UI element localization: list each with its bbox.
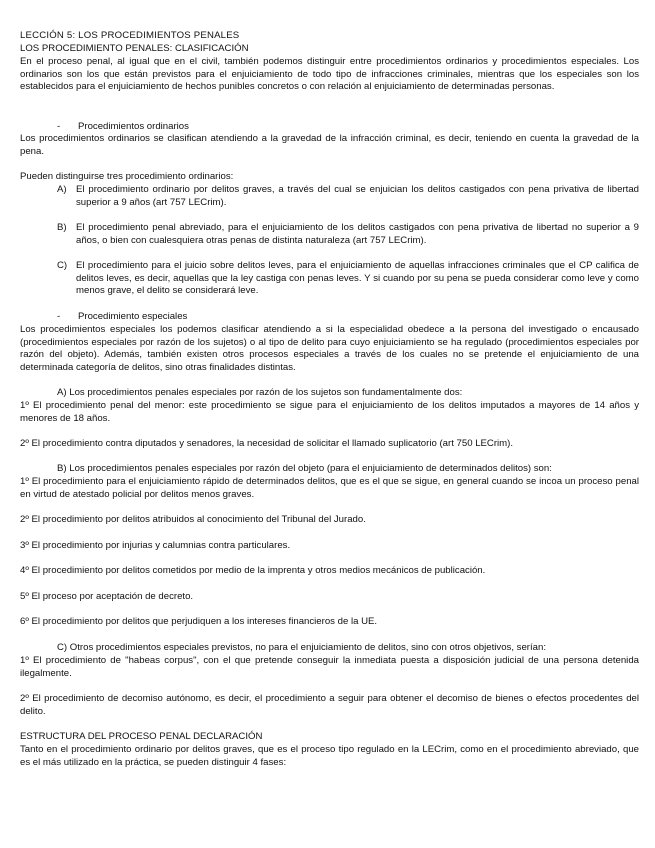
list-item: 5º El proceso por aceptación de decreto. — [20, 591, 194, 602]
group-a-heading: A) Los procedimientos penales especiales por razón de los sujetos son fundamentalmente dos: — [57, 387, 463, 398]
list-item: El procedimiento para el juicio sobre delitos leves, para el enjuiciamiento de aquellas infracciones criminales que el CP califica de delitos leves, es decir, aquellas que la ley castiga con penas leves. Y si cuando por su pena se pueda considerar como leve y como menos grave, el delito se considerará leve. — [76, 260, 639, 297]
list-letter: A) — [57, 184, 67, 195]
estructura-heading: ESTRUCTURA DEL PROCESO PENAL DECLARACIÓN — [20, 731, 263, 742]
list-item: 2º El procedimiento contra diputados y senadores, la necesidad de solicitar el llamado suplicatorio (art 750 LECrim). — [20, 438, 514, 449]
list-item: 3º El procedimiento por injurias y calumnias contra particulares. — [20, 540, 291, 551]
estructura-paragraph: Tanto en el procedimiento ordinario por delitos graves, que es el proceso tipo regulado en la LECrim, como en el procedimiento abreviado, que es el más utilizado en la práctica, se pueden distinguir 4 fases: — [20, 744, 639, 768]
ordinarios-heading: Procedimientos ordinarios — [78, 121, 189, 132]
list-letter: B) — [57, 222, 67, 233]
ordinarios-paragraph: Los procedimientos ordinarios se clasifican atendiendo a la gravedad de la infracción criminal, es decir, teniendo en cuenta la gravedad de la pena. — [20, 133, 639, 157]
list-item: 4º El procedimiento por delitos cometidos por medio de la imprenta y otros medios mecánicos de publicación. — [20, 565, 486, 576]
intro-paragraph: En el proceso penal, al igual que en el civil, también podemos distinguir entre procedimientos ordinarios y procedimientos especiales. Los ordinarios son los que están previstos para el enjuiciamiento de todo tipo de infracciones criminales, mientras que los especiales son los establecidos para el enjuiciamiento de hechos punibles concretos o con relación al enjuiciamiento de determinadas personas. — [20, 56, 639, 93]
bullet-dash-icon: - — [57, 311, 61, 322]
group-c-heading: C) Otros procedimientos especiales previstos, no para el enjuiciamiento de delitos, sino con otros objetivos, serían: — [57, 642, 546, 653]
list-letter: C) — [57, 260, 68, 271]
list-item: El procedimiento penal abreviado, para el enjuiciamiento de los delitos castigados con pena privativa de libertad no superior a 9 años, o bien con cualesquiera otras penas de distinta naturaleza (art 757 LECrim). — [76, 222, 639, 246]
list-item: 1º El procedimiento penal del menor: este procedimiento se sigue para el enjuiciamiento de los delitos imputados a mayores de 14 años y menores de 18 años. — [20, 400, 639, 424]
list-item: 1º El procedimiento de "habeas corpus", con el que pretende conseguir la inmediata puesta a disposición judicial de una persona detenida ilegalmente. — [20, 655, 639, 679]
list-item: 1º El procedimiento para el enjuiciamiento rápido de determinados delitos, que es el que se sigue, en general cuando se incoa un proceso penal en virtud de atestado policial por delitos menos graves. — [20, 476, 639, 500]
group-b-heading: B) Los procedimientos penales especiales por razón del objeto (para el enjuiciamiento de determinados delitos) son: — [57, 463, 552, 474]
bullet-dash-icon: - — [57, 121, 61, 132]
especiales-paragraph: Los procedimientos especiales los podemos clasificar atendiendo a si la especialidad obedece a la persona del investigado o encausado (procedimientos especiales por razón de los sujetos) o al tipo de delito para cuyo enjuiciamiento se ha regulado (procedimientos especiales por razón del objeto). Además, también existen otros procesos especiales a través de los cuales no se pretende el enjuiciamiento de una determinada categoría de delitos, sino otras finalidades distintas. — [20, 324, 639, 373]
list-item: 2º El procedimiento de decomiso autónomo, es decir, el procedimiento a seguir para obtener el decomiso de bienes o efectos procedentes del delito. — [20, 693, 639, 717]
list-item: 6º El procedimiento por delitos que perjudiquen a los intereses financieros de la UE. — [20, 616, 378, 627]
list-item: 2º El procedimiento por delitos atribuidos al conocimiento del Tribunal del Jurado. — [20, 514, 366, 525]
especiales-heading: Procedimiento especiales — [78, 311, 188, 322]
section-subtitle: LOS PROCEDIMIENTO PENALES: CLASIFICACIÓN — [20, 43, 249, 54]
ordinarios-lead: Pueden distinguirse tres procedimiento ordinarios: — [20, 171, 234, 182]
lesson-title: LECCIÓN 5: LOS PROCEDIMIENTOS PENALES — [20, 30, 240, 41]
list-item: El procedimiento ordinario por delitos graves, a través del cual se enjuician los delitos castigados con pena privativa de libertad superior a 9 años (art 757 LECrim). — [76, 184, 639, 208]
